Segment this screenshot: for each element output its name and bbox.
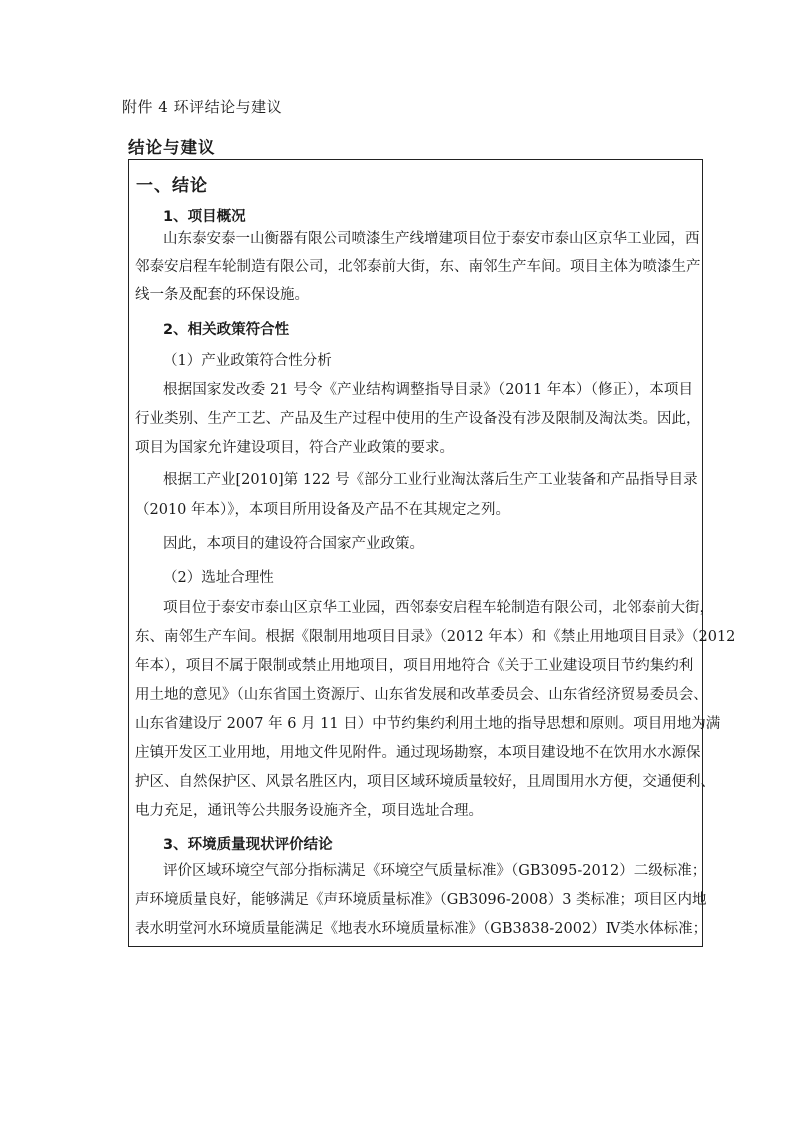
policy-conclusion: 因此，本项目的建设符合国家产业政策。 — [163, 536, 424, 552]
policy-line: 根据国家发改委 21 号令《产业结构调整指导目录》（2011 年本）（修正），本项目 — [163, 382, 693, 398]
policy-line: 根据工产业[2010]第 122 号《部分工业行业淘汰落后生产工业装备和产品指导目录 — [163, 472, 698, 488]
page-title: 结论与建议 — [128, 138, 216, 157]
site-line: 庄镇开发区工业用地，用地文件见附件。通过现场勘察，本项目建设地不在饮用水水源保 — [135, 745, 701, 761]
subheading-policy: 2、相关政策符合性 — [163, 322, 290, 338]
overview-line: 线一条及配套的环保设施。 — [135, 287, 309, 303]
env-line: 声环境质量良好，能够满足《声环境质量标准》（GB3096-2008）3 类标准；项目区内地 — [135, 892, 707, 908]
subheading-industry-policy: （1）产业政策符合性分析 — [163, 353, 332, 369]
attachment-label: 附件 4 环评结论与建议 — [122, 98, 283, 116]
content-frame — [128, 159, 736, 947]
policy-line: 项目为国家允许建设项目，符合产业政策的要求。 — [135, 440, 454, 456]
overview-line: 邻泰安启程车轮制造有限公司，北邻泰前大街，东、南邻生产车间。项目主体为喷漆生产 — [135, 259, 701, 275]
policy-line: （2010 年本）》，本项目所用设备及产品不在其规定之列。 — [135, 502, 511, 518]
policy-line: 行业类别、生产工艺、产品及生产过程中使用的生产设备没有涉及限制及淘汰类。因此， — [135, 411, 701, 427]
subheading-site-selection: （2）选址合理性 — [163, 570, 274, 586]
subheading-environment: 3、环境质量现状评价结论 — [163, 837, 333, 853]
overview-line: 山东泰安泰一山衡器有限公司喷漆生产线增建项目位于泰安市泰山区京华工业园，西 — [163, 231, 700, 247]
site-line: 东、南邻生产车间。根据《限制用地项目目录》（2012 年本）和《禁止用地项目目录》（2012 — [135, 629, 736, 645]
env-line: 表水明堂河水环境质量能满足《地表水环境质量标准》（GB3838-2002）Ⅳ类水体标准； — [135, 921, 708, 937]
site-line: 电力充足，通讯等公共服务设施齐全，项目选址合理。 — [135, 803, 483, 819]
site-line: 用土地的意见》（山东省国土资源厅、山东省发展和改革委员会、山东省经济贸易委员会、 — [135, 687, 708, 703]
site-line: 山东省建设厅 2007 年 6 月 11 日）中节约集约利用土地的指导思想和原则。项目用地为满 — [135, 716, 721, 732]
env-line: 评价区域环境空气部分指标满足《环境空气质量标准》（GB3095-2012）二级标准； — [163, 863, 707, 879]
site-line: 护区、自然保护区、风景名胜区内，项目区域环境质量较好，且周围用水方便，交通便利、 — [135, 774, 715, 790]
site-line: 项目位于泰安市泰山区京华工业园，西邻泰安启程车轮制造有限公司，北邻泰前大街， — [163, 600, 714, 616]
section-heading-conclusion: 一、结论 — [136, 176, 208, 196]
subheading-overview: 1、项目概况 — [163, 209, 246, 225]
site-line: 年本），项目不属于限制或禁止用地项目，项目用地符合《关于工业建设项目节约集约利 — [135, 658, 694, 674]
